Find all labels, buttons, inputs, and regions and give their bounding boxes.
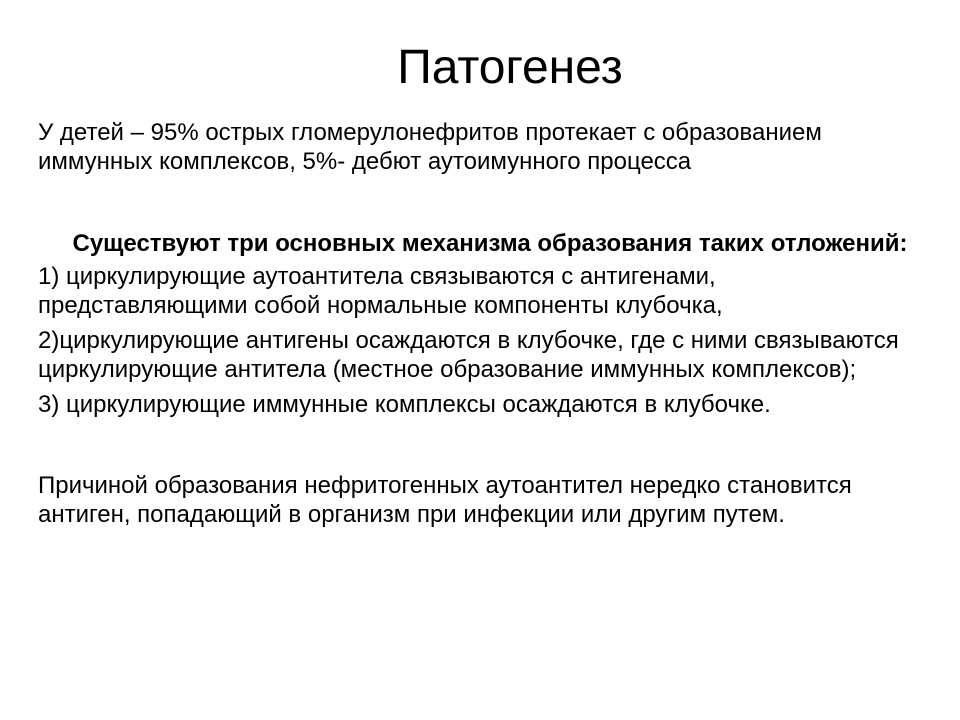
mechanisms-heading: Существуют три основных механизма образования таких отложений:: [72, 230, 908, 257]
intro-paragraph: У детей – 95% острых гломерулонефритов протекает с образованием иммунных комплексов, 5%- дебют аутоимунного процесса: [38, 119, 822, 175]
mechanism-item-2: 2)циркулирующие антигены осаждаются в клубочке, где с ними связываются циркулирующие антитела (местное образование иммунных комплексов);: [38, 327, 899, 383]
mechanism-item-1: 1) циркулирующие аутоантитела связываются с антигенами, представляющими собой нормальные компоненты клубочка,: [38, 263, 723, 319]
mechanism-item-3: 3) циркулирующие иммунные комплексы осаждаются в клубочке.: [38, 391, 771, 418]
slide-body: [38, 118, 918, 529]
slide-title: Патогенез: [397, 41, 623, 94]
conclusion-paragraph: Причиной образования нефритогенных аутоантител нередко становится антиген, попадающий в организм при инфекции или другим путем.: [38, 472, 852, 528]
